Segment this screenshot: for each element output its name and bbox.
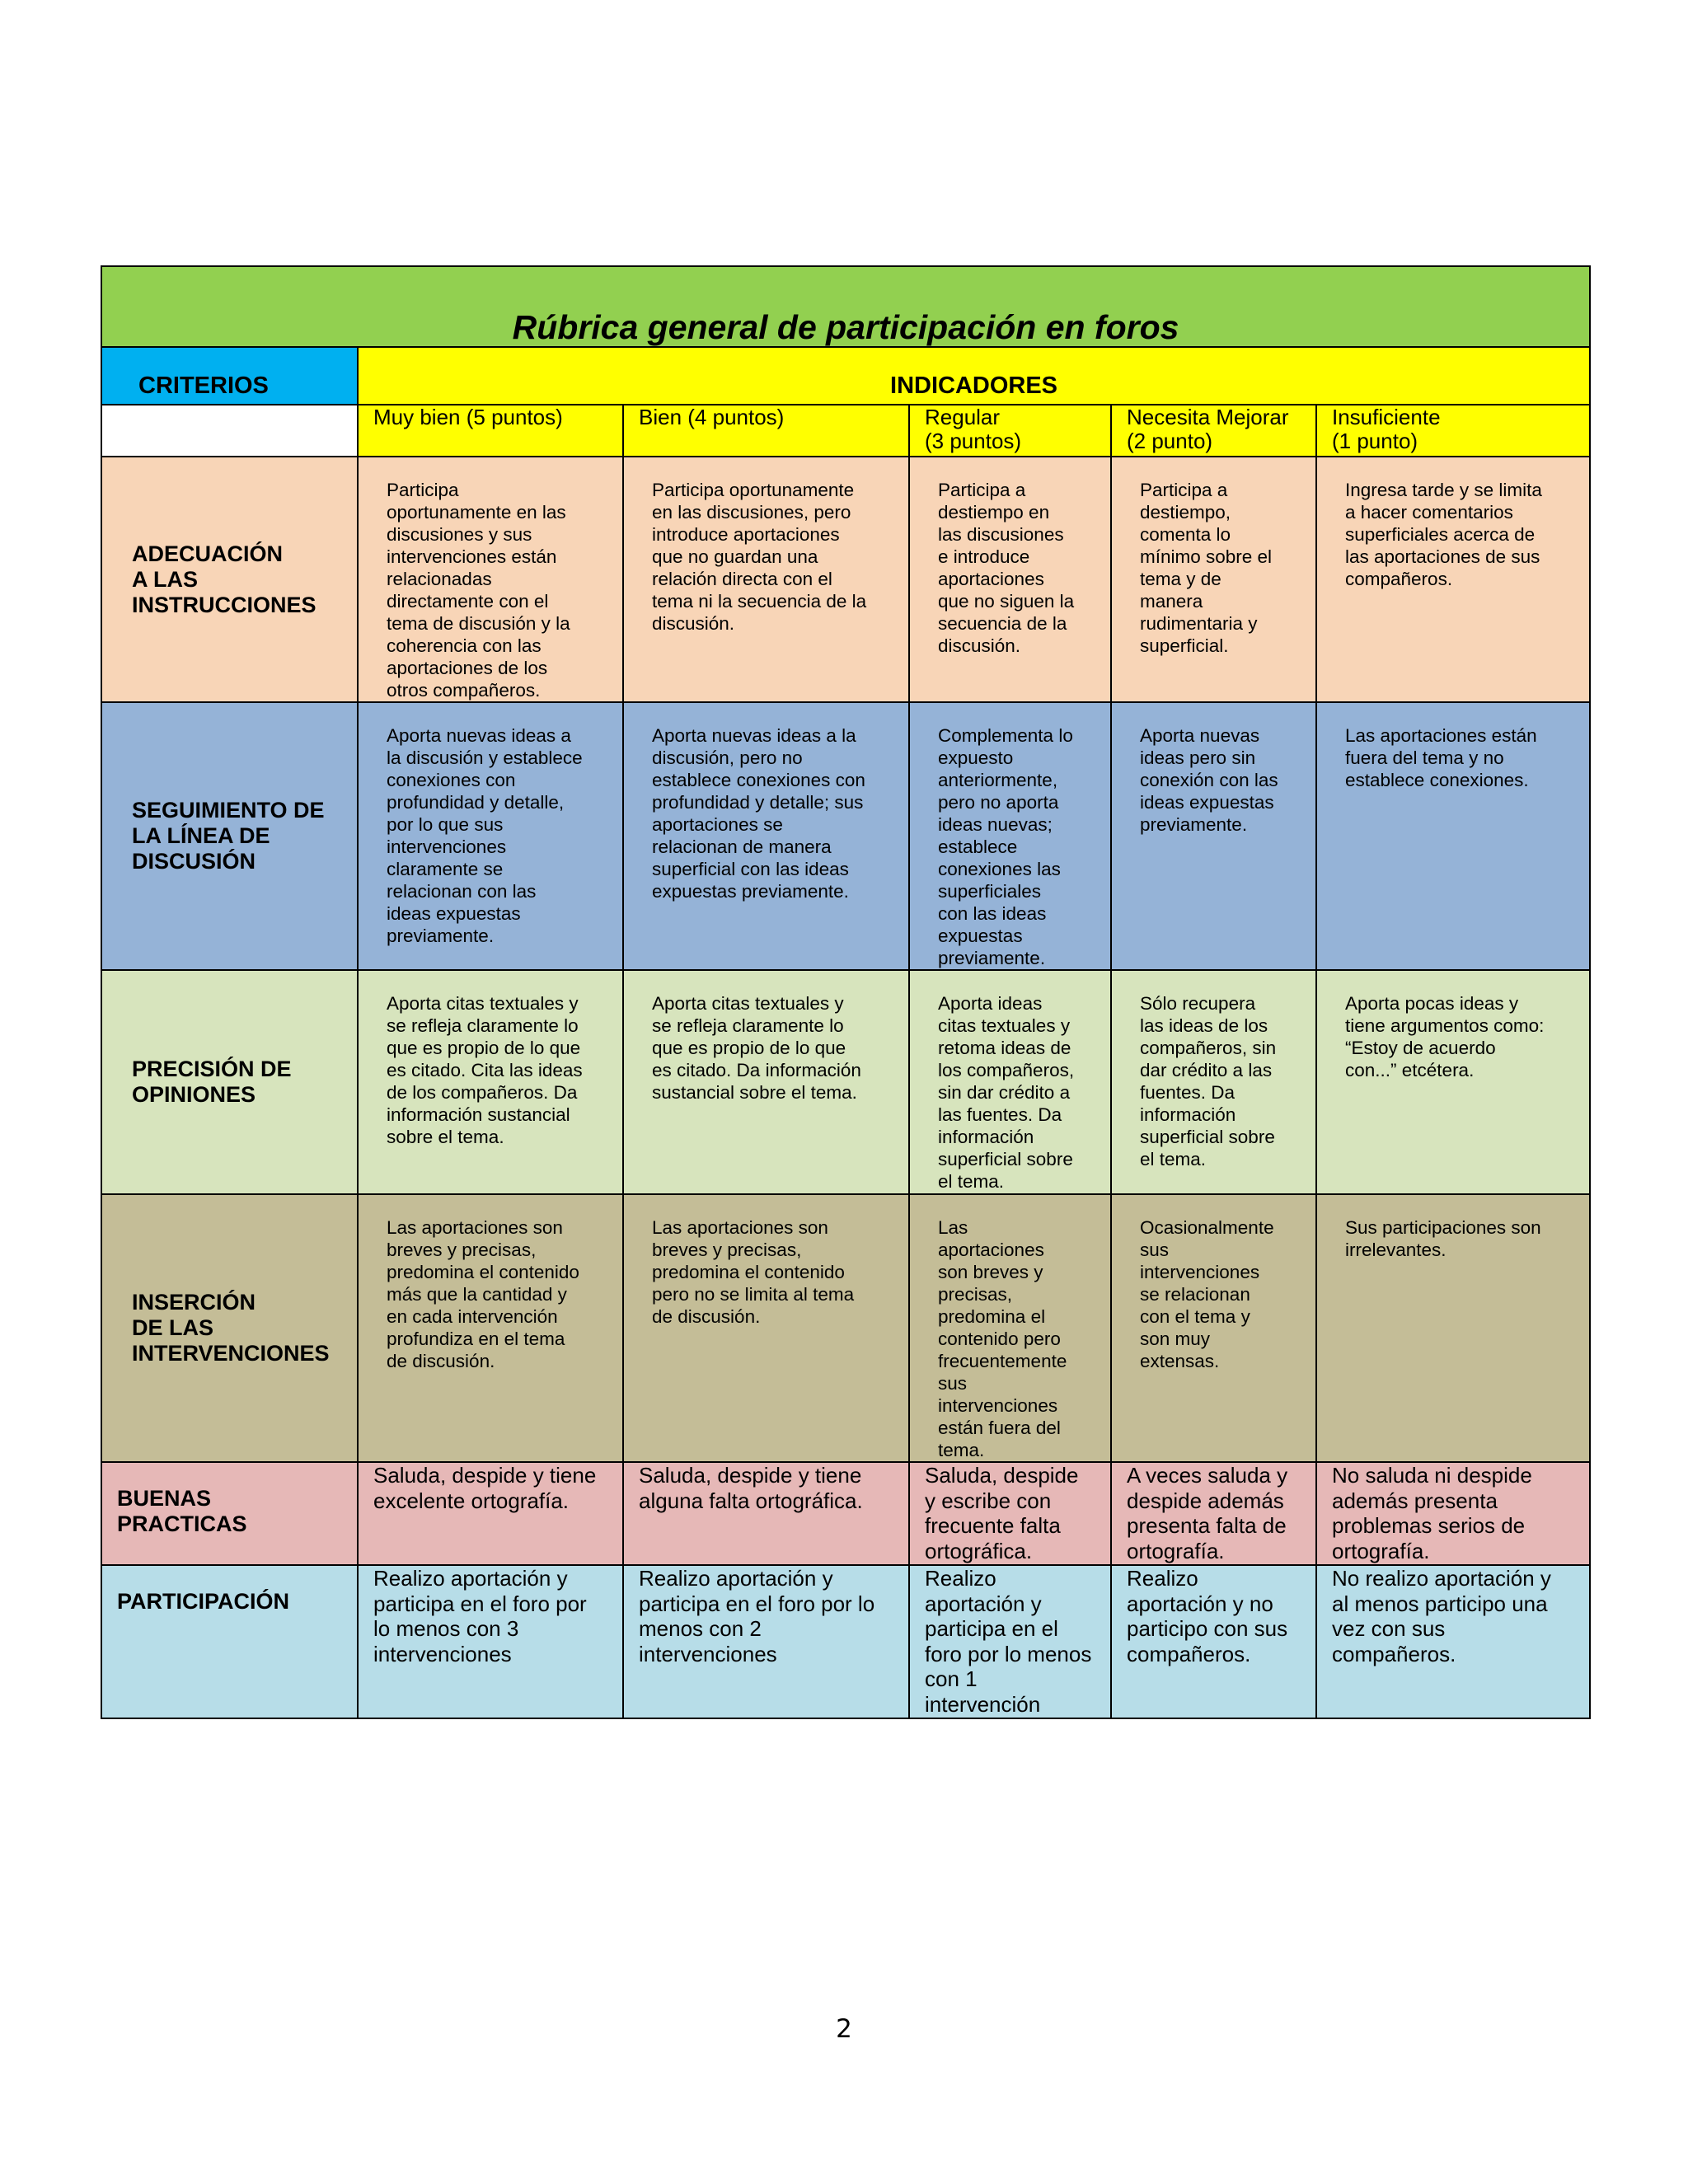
rubric-cell: Realizo aportación y no participo con sus compañeros. bbox=[1111, 1565, 1316, 1718]
rubric-cell: Aporta citas textuales y se refleja claramente lo que es propio de lo que es citado. Da información sustancial sobre el tema. bbox=[623, 970, 909, 1194]
level-bien: Bien (4 puntos) bbox=[623, 405, 909, 457]
row-participacion bbox=[101, 1565, 1590, 1718]
rubric-title: Rúbrica general de participación en foros bbox=[512, 308, 1179, 346]
criterion-label: SEGUIMIENTO DE LA LÍNEA DE DISCUSIÓN bbox=[101, 702, 358, 970]
criterion-label: INSERCIÓN DE LAS INTERVENCIONES bbox=[101, 1194, 358, 1462]
rubric-cell: Saluda, despide y escribe con frecuente falta ortográfica. bbox=[909, 1462, 1111, 1565]
rubric-cell: Realizo aportación y participa en el foro por lo menos con 1 intervención bbox=[909, 1565, 1111, 1718]
rubric-cell: Saluda, despide y tiene alguna falta ortográfica. bbox=[623, 1462, 909, 1565]
header-row bbox=[101, 347, 1590, 405]
criterion-label: BUENAS PRACTICAS bbox=[101, 1462, 358, 1565]
level-muy-bien: Muy bien (5 puntos) bbox=[358, 405, 623, 457]
row-insercion bbox=[101, 1194, 1590, 1462]
level-insuficiente: Insuficiente (1 punto) bbox=[1316, 405, 1590, 457]
level-necesita-mejorar: Necesita Mejorar (2 punto) bbox=[1111, 405, 1316, 457]
rubric-cell: Aporta nuevas ideas pero sin conexión con las ideas expuestas previamente. bbox=[1111, 702, 1316, 970]
rubric-cell: Las aportaciones son breves y precisas, predomina el contenido más que la cantidad y en cada intervención profundiza en el tema de discusión. bbox=[358, 1194, 623, 1462]
row-adecuacion bbox=[101, 457, 1590, 702]
rubric-cell: Complementa lo expuesto anteriormente, pero no aporta ideas nuevas; establece conexiones las superficiales con las ideas expuestas previamente. bbox=[909, 702, 1111, 970]
rubric-cell: Las aportaciones son breves y precisas, predomina el contenido pero frecuentemente sus intervenciones están fuera del tema. bbox=[909, 1194, 1111, 1462]
row-seguimiento bbox=[101, 702, 1590, 970]
rubric-cell: Sólo recupera las ideas de los compañeros, sin dar crédito a las fuentes. Da información superficial sobre el tema. bbox=[1111, 970, 1316, 1194]
rubric-cell: No realizo aportación y al menos participo una vez con sus compañeros. bbox=[1316, 1565, 1590, 1718]
rubric-cell: Aporta citas textuales y se refleja claramente lo que es propio de lo que es citado. Cita las ideas de los compañeros. Da información sustancial sobre el tema. bbox=[358, 970, 623, 1194]
levels-row bbox=[101, 405, 1590, 457]
rubric-cell: Participa a destiempo en las discusiones e introduce aportaciones que no siguen la secuencia de la discusión. bbox=[909, 457, 1111, 702]
rubric-cell: Participa oportunamente en las discusiones y sus intervenciones están relacionadas directamente con el tema de discusión y la coherencia con las aportaciones de los otros compañeros. bbox=[358, 457, 623, 702]
rubric-cell: Las aportaciones son breves y precisas, predomina el contenido pero no se limita al tema de discusión. bbox=[623, 1194, 909, 1462]
criterion-label: ADECUACIÓN A LAS INSTRUCCIONES bbox=[101, 457, 358, 702]
rubric-cell: Aporta pocas ideas y tiene argumentos como: “Estoy de acuerdo con...” etcétera. bbox=[1316, 970, 1590, 1194]
rubric-cell: No saluda ni despide además presenta problemas serios de ortografía. bbox=[1316, 1462, 1590, 1565]
rubric-cell: Aporta nuevas ideas a la discusión, pero no establece conexiones con profundidad y detalle; sus aportaciones se relacionan de manera superficial con las ideas expuestas previamente. bbox=[623, 702, 909, 970]
indicadores-header: INDICADORES bbox=[358, 347, 1590, 405]
rubric-cell: Ocasionalmente sus intervenciones se relacionan con el tema y son muy extensas. bbox=[1111, 1194, 1316, 1462]
rubric-cell: Aporta ideas citas textuales y retoma ideas de los compañeros, sin dar crédito a las fuentes. Da información superficial sobre el tema. bbox=[909, 970, 1111, 1194]
criterion-label: PRECISIÓN DE OPINIONES bbox=[101, 970, 358, 1194]
title-row bbox=[101, 266, 1590, 347]
level-regular: Regular (3 puntos) bbox=[909, 405, 1111, 457]
rubric-cell: Aporta nuevas ideas a la discusión y establece conexiones con profundidad y detalle, por lo que sus intervenciones claramente se relacionan con las ideas expuestas previamente. bbox=[358, 702, 623, 970]
criterios-header: CRITERIOS bbox=[101, 347, 358, 405]
page-number: 2 bbox=[836, 2014, 852, 2044]
rubric-cell: A veces saluda y despide además presenta falta de ortografía. bbox=[1111, 1462, 1316, 1565]
rubric-cell: Participa oportunamente en las discusiones, pero introduce aportaciones que no guardan una relación directa con el tema ni la secuencia de la discusión. bbox=[623, 457, 909, 702]
blank-cell bbox=[101, 405, 358, 457]
rubric-cell: Realizo aportación y participa en el foro por lo menos con 3 intervenciones bbox=[358, 1565, 623, 1718]
rubric-cell: Participa a destiempo, comenta lo mínimo sobre el tema y de manera rudimentaria y superficial. bbox=[1111, 457, 1316, 702]
criterion-label: PARTICIPACIÓN bbox=[101, 1565, 358, 1718]
row-precision bbox=[101, 970, 1590, 1194]
rubric-table bbox=[101, 265, 1591, 1719]
rubric-cell: Sus participaciones son irrelevantes. bbox=[1316, 1194, 1590, 1462]
rubric-cell: Realizo aportación y participa en el foro por lo menos con 2 intervenciones bbox=[623, 1565, 909, 1718]
rubric-cell: Saluda, despide y tiene excelente ortografía. bbox=[358, 1462, 623, 1565]
title-cell bbox=[101, 266, 1590, 347]
rubric-cell: Ingresa tarde y se limita a hacer comentarios superficiales acerca de las aportaciones de sus compañeros. bbox=[1316, 457, 1590, 702]
row-buenas-practicas bbox=[101, 1462, 1590, 1565]
rubric-cell: Las aportaciones están fuera del tema y no establece conexiones. bbox=[1316, 702, 1590, 970]
